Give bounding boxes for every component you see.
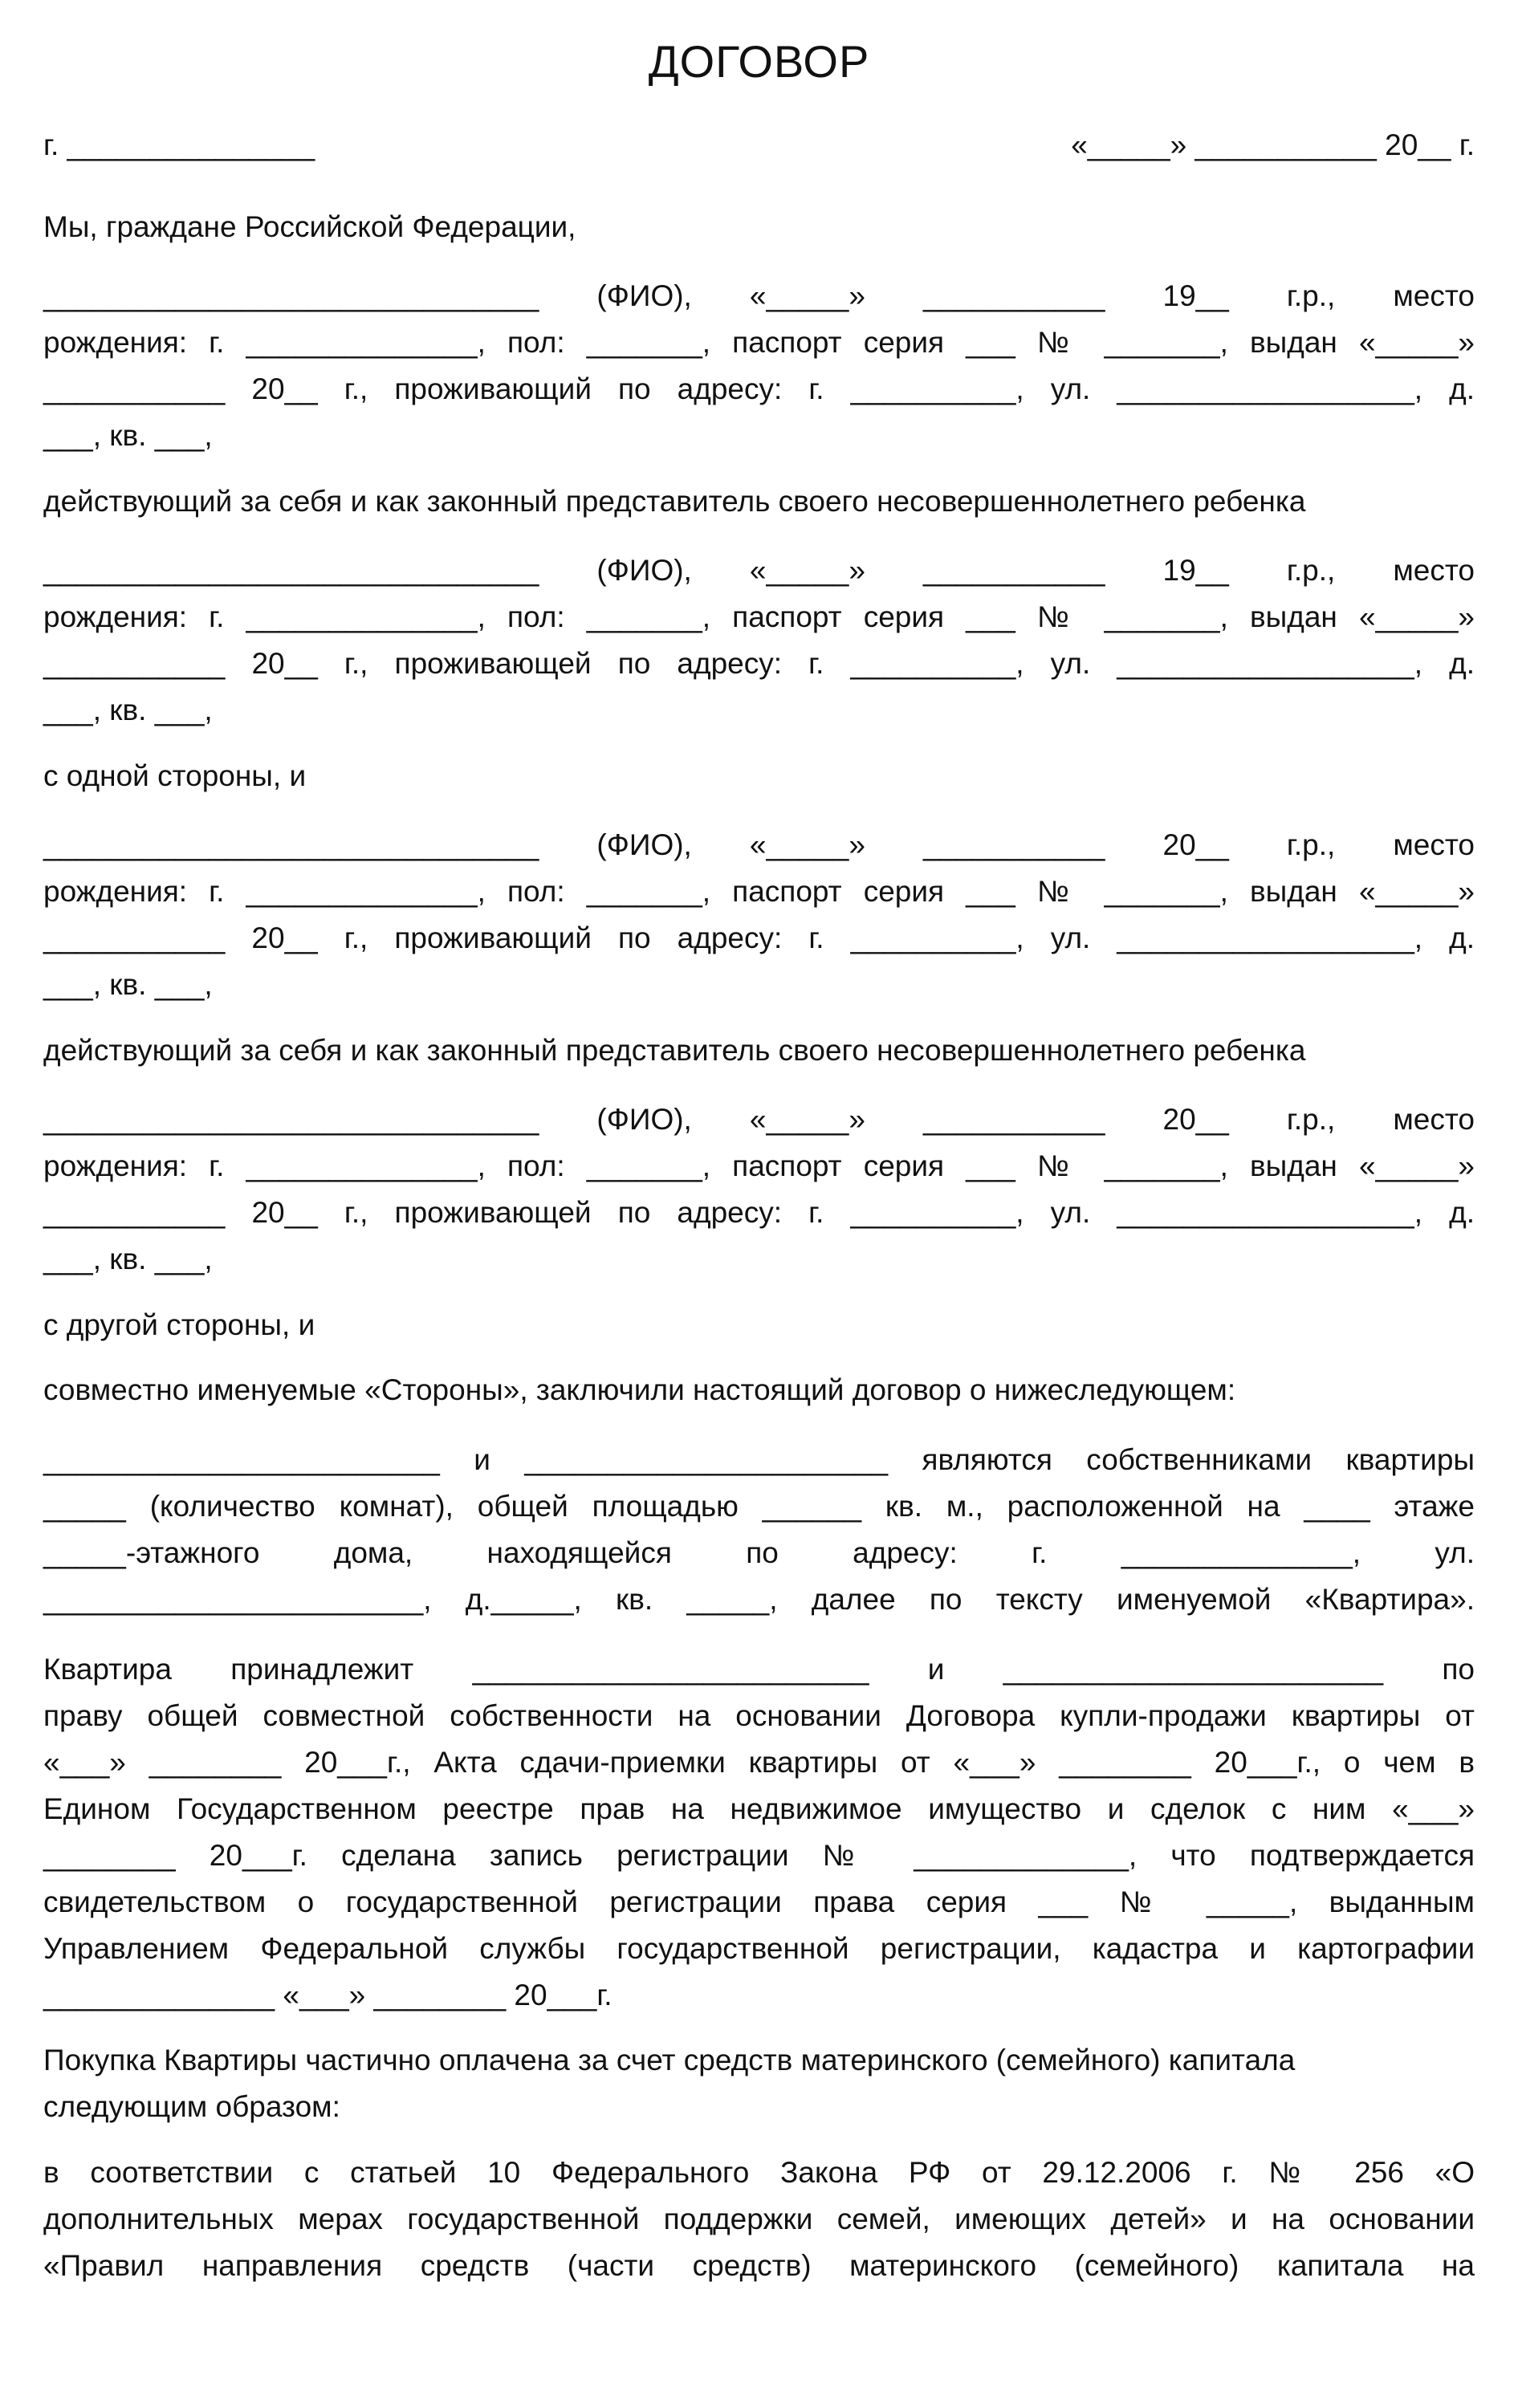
text-line: Квартира принадлежит ________________________ и _______________________ по: [43, 1653, 1475, 1686]
text-line: _____-этажного дома, находящейся по адресу: г. ______________, ул.: [43, 1536, 1475, 1569]
text-line: ________ 20___г. сделана запись регистрации № _____________, что подтверждается: [43, 1839, 1475, 1872]
text-line: дополнительных мерах государственной поддержки семей, имеющих детей» и на основании: [43, 2203, 1475, 2235]
text-line: свидетельством о государственной регистрации права серия ___ № _____, выданным: [43, 1885, 1475, 1918]
city-field: г. _______________: [43, 128, 315, 161]
text-line: _____ (количество комнат), общей площадью ______ кв. м., расположенной на ____ этаже: [43, 1490, 1475, 1523]
text-line: ______________ «___» ________ 20___г.: [43, 1979, 612, 2011]
text-line: «Правил направления средств (части средств) материнского (семейного) капитала на: [43, 2249, 1475, 2282]
text-line: ___________ 20__ г., проживающий по адресу: г. __________, ул. __________________, д.: [43, 921, 1475, 954]
text-line: рождения: г. ______________, пол: _______, паспорт серия ___ № _______, выдан «_____»: [43, 1149, 1475, 1182]
text-line: ______________________________ (ФИО), «_____» ___________ 20__ г.р., место: [43, 828, 1475, 861]
text-line: ___, кв. ___,: [43, 419, 213, 452]
text-line: действующий за себя и как законный представитель своего несовершеннолетнего ребенка: [43, 1034, 1306, 1067]
text-line: ________________________ и ______________________ являются собственниками квартиры: [43, 1443, 1475, 1476]
text-line: Мы, граждане Российской Федерации,: [43, 210, 576, 243]
text-line: ___________ 20__ г., проживающей по адресу: г. __________, ул. __________________, д.: [43, 647, 1475, 680]
text-line: с одной стороны, и: [43, 759, 307, 792]
text-line: ___, кв. ___,: [43, 1243, 213, 1275]
text-line: следующим образом:: [43, 2090, 340, 2123]
text-line: рождения: г. ______________, пол: _______, паспорт серия ___ № _______, выдан «_____»: [43, 875, 1475, 908]
text-line: рождения: г. ______________, пол: _______, паспорт серия ___ № _______, выдан «_____»: [43, 326, 1475, 359]
text-line: с другой стороны, и: [43, 1308, 315, 1341]
text-line: Управлением Федеральной службы государственной регистрации, кадастра и картографии: [43, 1932, 1475, 1965]
text-line: ___________ 20__ г., проживающей по адресу: г. __________, ул. __________________, д.: [43, 1196, 1475, 1229]
text-line: ______________________________ (ФИО), «_____» ___________ 19__ г.р., место: [43, 279, 1475, 312]
document-title: ДОГОВОР: [648, 36, 870, 87]
text-line: рождения: г. ______________, пол: _______, паспорт серия ___ № _______, выдан «_____»: [43, 600, 1475, 633]
text-line: ___________ 20__ г., проживающий по адресу: г. __________, ул. __________________, д.: [43, 372, 1475, 405]
text-line: в соответствии с статьей 10 Федерального Закона РФ от 29.12.2006 г. № 256 «О: [43, 2156, 1475, 2189]
text-line: действующий за себя и как законный представитель своего несовершеннолетнего ребенка: [43, 485, 1306, 518]
text-line: «___» ________ 20___г., Акта сдачи-приемки квартиры от «___» ________ 20___г., о чем в: [43, 1746, 1475, 1779]
date-field: «_____» ___________ 20__ г.: [1071, 128, 1475, 161]
text-line: Покупка Квартиры частично оплачена за счет средств материнского (семейного) капитала: [43, 2044, 1296, 2076]
text-line: ___, кв. ___,: [43, 694, 213, 726]
text-line: _______________________, д._____, кв. _____, далее по тексту именуемой «Квартира».: [43, 1583, 1475, 1616]
text-line: ______________________________ (ФИО), «_____» ___________ 19__ г.р., место: [43, 554, 1475, 587]
text-line: совместно именуемые «Стороны», заключили настоящий договор о нижеследующем:: [43, 1373, 1236, 1406]
text-line: праву общей совместной собственности на основании Договора купли-продажи квартиры от: [43, 1699, 1475, 1732]
text-line: Едином Государственном реестре прав на недвижимое имущество и сделок с ним «___»: [43, 1792, 1475, 1825]
text-line: ______________________________ (ФИО), «_____» ___________ 20__ г.р., место: [43, 1103, 1475, 1136]
text-line: ___, кв. ___,: [43, 968, 213, 1001]
place-date-line: [43, 122, 1475, 169]
